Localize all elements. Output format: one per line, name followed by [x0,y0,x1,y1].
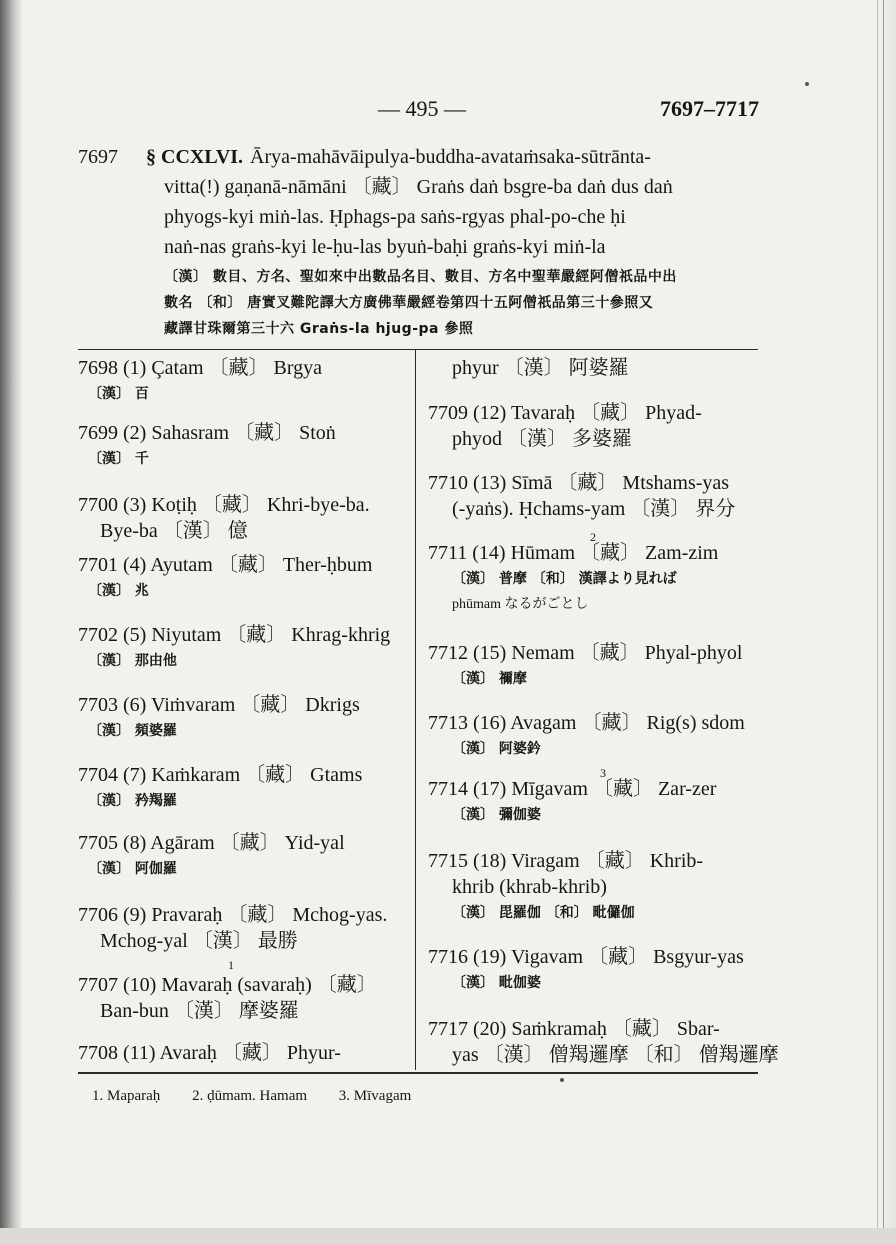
entry-line: 7705 (8) Agāram 〔藏〕 Yid-yal [78,832,345,854]
footnote-rule [78,1072,758,1074]
list-item [428,848,703,926]
entry-line: 〔漢〕 百 [88,386,149,402]
section-number: § CCXLVI. [146,146,244,168]
list-item [452,355,629,381]
list-item [78,622,390,674]
entry-line: Mchog-yal 〔漢〕 最勝 [100,930,298,952]
entry-line: Ban-bun 〔漢〕 摩婆羅 [100,1000,299,1022]
entry-number: 7697 [78,146,118,168]
entry-line: 7708 (11) Avaraḥ 〔藏〕 Phyur- [78,1042,341,1064]
entry-line: 〔漢〕 阿伽羅 [88,861,177,877]
entry-line: 7706 (9) Pravaraḥ 〔藏〕 Mchog-yas. [78,904,388,926]
list-item [78,1040,341,1066]
entry-line: 7716 (19) Vigavam 〔藏〕 Bsgyur-yas [428,946,744,968]
entry-line: 7714 (17) Mīgavam 〔藏〕 Zar-zer [428,778,717,800]
entry-range: 7697–7717 [660,96,759,121]
list-item [428,710,745,762]
entry-line: 7717 (20) Saṁkramaḥ 〔藏〕 Sbar- [428,1018,720,1040]
list-item [78,420,336,472]
footnote-marker: 3 [600,766,606,780]
entry-line: khrib (khrab-khrib) [452,876,607,898]
entry-line: 〔漢〕 毗伽婆 [452,975,541,991]
list-item [78,762,362,814]
entry-line: yas 〔漢〕 僧羯邏摩 〔和〕 僧羯邏摩 [452,1044,779,1066]
entry-line: 〔漢〕 頻婆羅 [88,723,177,739]
entry-line: 7715 (18) Viragam 〔藏〕 Khrib- [428,850,704,872]
entry-line: 〔漢〕 矜羯羅 [88,793,177,809]
head-line-cjk: 〔漢〕 數目、方名、聖如來中出數品名目、數目、方名中聖華嚴經阿僧祇品中出 [164,269,677,285]
footnote: 3. Mīvagam [338,1088,412,1104]
scan-speck [805,82,809,86]
page-edge-line [883,0,884,1230]
list-item [78,492,370,544]
entry-line: phyur 〔漢〕 阿婆羅 [452,357,629,379]
entry-line: 〔漢〕 千 [88,451,149,467]
head-line: Ārya-mahāvāipulya-buddha-avataṁsaka-sūtrānta- [250,146,651,168]
head-line: phyogs-kyi miṅ-las. Ḥphags-pa saṅs-rgyas phal-po-che ḥi [164,206,626,228]
head-line-cjk: 藏譯甘珠爾第三十六 Graṅs-la hjug-pa 參照 [164,321,474,337]
list-item [428,944,744,996]
entry-line: 7701 (4) Ayutam 〔藏〕 Ther-ḥbum [78,554,373,576]
list-item [428,1016,779,1068]
list-item [78,830,345,882]
head-line: vitta(!) gaṇanā-nāmāni 〔藏〕 Graṅs daṅ bsgre-ba daṅ dus daṅ [164,176,673,198]
list-item [78,552,372,604]
entry-line: 7711 (14) Hūmam 〔藏〕 Zam-zim [428,542,719,564]
entry-line: 〔漢〕 彌伽婆 [452,807,541,823]
footnote-marker: 1 [228,958,234,972]
entry-line: 7707 (10) Mavaraḥ (savaraḥ) 〔藏〕 [78,974,377,996]
list-item [78,355,322,407]
entry-line: 7713 (16) Avagam 〔藏〕 Rig(s) sdom [428,712,745,734]
head-line: naṅ-nas graṅs-kyi le-ḥu-las byuṅ-baḥi graṅs-kyi miṅ-la [164,236,606,258]
list-item [78,972,377,1024]
footnote-marker: 2 [590,530,596,544]
entry-line: 7709 (12) Tavaraḥ 〔藏〕 Phyad- [428,402,702,424]
table-top-rule [78,349,758,350]
entry-line: 〔漢〕 兆 [88,583,149,599]
column-divider [415,350,416,1070]
list-item [78,902,387,954]
entry-line: 7704 (7) Kaṁkaram 〔藏〕 Gtams [78,764,363,786]
entry-line: 7700 (3) Koṭiḥ 〔藏〕 Khri-bye-ba. [78,494,370,516]
entry-line: 7703 (6) Viṁvaram 〔藏〕 Dkrigs [78,694,360,716]
list-item [78,692,360,744]
page-edge [877,0,896,1244]
entry-line: 〔漢〕 阿婆鈐 [452,741,541,757]
book-spine-shadow [0,0,22,1244]
head-line-cjk: 數名 〔和〕 唐實叉難陀譯大方廣佛華嚴經卷第四十五阿僧祇品第三十參照又 [164,295,654,311]
list-item [428,640,742,692]
entry-line: 7712 (15) Nemam 〔藏〕 Phyal-phyol [428,642,743,664]
entry-line: 7699 (2) Sahasram 〔藏〕 Stoṅ [78,422,336,444]
entry-line: Bye-ba 〔漢〕 億 [100,520,248,542]
scan-speck [560,1078,564,1082]
entry-line: 〔漢〕 那由他 [88,653,177,669]
entry-line: phyod 〔漢〕 多婆羅 [452,428,632,450]
entry-line: 〔漢〕 禰摩 [452,671,527,687]
list-item [428,776,716,828]
list-item [428,470,735,522]
footnote: 1. Maparaḥ [92,1088,161,1104]
scan-bottom-margin [0,1228,896,1244]
list-item [428,540,718,618]
page-number: — 495 — [378,96,466,121]
entry-line: 7710 (13) Sīmā 〔藏〕 Mtshams-yas [428,472,730,494]
entry-line: 7702 (5) Niyutam 〔藏〕 Khrag-khrig [78,624,391,646]
entry-line: 〔漢〕 毘羅伽 〔和〕 毗儸伽 [452,905,635,921]
footnotes [92,1088,439,1105]
entry-line: (-yaṅs). Ḥchams-yam 〔漢〕 界分 [452,498,736,520]
entry-line: 〔漢〕 普摩 〔和〕 漢譯より見れば [452,571,677,587]
footnote: 2. ḍūmam. Hamam [192,1088,308,1104]
entry-line: phūmam なるがごとし [452,597,589,612]
entry-line: 7698 (1) Çatam 〔藏〕 Brgya [78,357,323,379]
list-item [428,400,702,452]
